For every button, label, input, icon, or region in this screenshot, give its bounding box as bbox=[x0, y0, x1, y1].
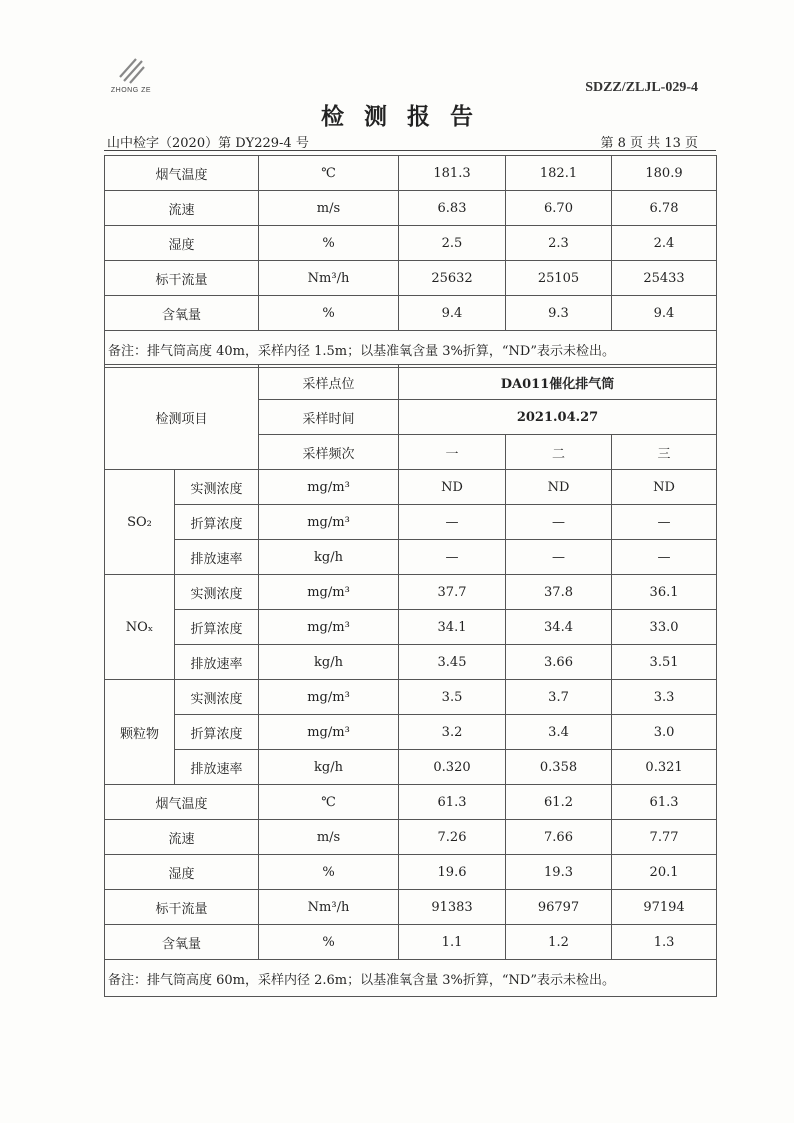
item-label: 湿度 bbox=[105, 855, 259, 890]
zhongze-logo-icon bbox=[114, 55, 148, 85]
value-cell: 33.0 bbox=[612, 610, 717, 645]
value-cell: 3.0 bbox=[612, 715, 717, 750]
table-row bbox=[105, 855, 717, 890]
value-cell: 6.70 bbox=[506, 191, 612, 226]
table-row bbox=[105, 680, 717, 715]
sampling-time-label: 采样时间 bbox=[259, 400, 399, 435]
value-cell: ND bbox=[506, 470, 612, 505]
logo-text: ZHONG ZE bbox=[110, 87, 152, 94]
value-cell: 96797 bbox=[506, 890, 612, 925]
report-number: 山中检字（2020）第 DY229-4 号 bbox=[107, 136, 309, 151]
sampling-freq-label: 采样频次 bbox=[259, 435, 399, 470]
table-row bbox=[105, 575, 717, 610]
unit-cell: kg/h bbox=[259, 750, 399, 785]
value-cell: 2.5 bbox=[399, 226, 506, 261]
unit-cell: ℃ bbox=[259, 156, 399, 191]
unit-cell: mg/m³ bbox=[259, 715, 399, 750]
unit-cell: m/s bbox=[259, 191, 399, 226]
value-cell: 3.7 bbox=[506, 680, 612, 715]
value-cell: 20.1 bbox=[612, 855, 717, 890]
value-cell: 34.1 bbox=[399, 610, 506, 645]
pollutant-name: 颗粒物 bbox=[105, 680, 175, 785]
value-cell: — bbox=[612, 505, 717, 540]
results-table-1 bbox=[104, 155, 717, 368]
value-cell: — bbox=[506, 505, 612, 540]
table-row bbox=[105, 540, 717, 575]
value-cell: 6.78 bbox=[612, 191, 717, 226]
unit-cell: mg/m³ bbox=[259, 680, 399, 715]
table-row bbox=[105, 890, 717, 925]
value-cell: 3.3 bbox=[612, 680, 717, 715]
value-cell: — bbox=[506, 540, 612, 575]
value-cell: 61.3 bbox=[399, 785, 506, 820]
value-cell: 25433 bbox=[612, 261, 717, 296]
table-row bbox=[105, 505, 717, 540]
value-cell: 6.83 bbox=[399, 191, 506, 226]
pollutant-name: NOₓ bbox=[105, 575, 175, 680]
table-note: 备注：排气筒高度 40m，采样内径 1.5m；以基准氧含量 3%折算，“ND”表示未检出。 bbox=[105, 331, 717, 368]
value-cell: 181.3 bbox=[399, 156, 506, 191]
metric-label: 排放速率 bbox=[175, 645, 259, 680]
value-cell: 182.1 bbox=[506, 156, 612, 191]
table-note: 备注：排气筒高度 60m，采样内径 2.6m；以基准氧含量 3%折算，“ND”表示未检出。 bbox=[105, 960, 717, 997]
value-cell: 25105 bbox=[506, 261, 612, 296]
freq-1: 一 bbox=[399, 435, 506, 470]
value-cell: 0.320 bbox=[399, 750, 506, 785]
value-cell: 1.3 bbox=[612, 925, 717, 960]
unit-cell: Nm³/h bbox=[259, 261, 399, 296]
item-label: 标干流量 bbox=[105, 261, 259, 296]
metric-label: 折算浓度 bbox=[175, 505, 259, 540]
value-cell: 9.4 bbox=[612, 296, 717, 331]
value-cell: 91383 bbox=[399, 890, 506, 925]
table-row bbox=[105, 191, 717, 226]
value-cell: 61.2 bbox=[506, 785, 612, 820]
table-row bbox=[105, 261, 717, 296]
value-cell: — bbox=[612, 540, 717, 575]
metric-label: 折算浓度 bbox=[175, 610, 259, 645]
value-cell: 180.9 bbox=[612, 156, 717, 191]
table-row bbox=[105, 785, 717, 820]
value-cell: 36.1 bbox=[612, 575, 717, 610]
metric-label: 排放速率 bbox=[175, 750, 259, 785]
value-cell: 3.51 bbox=[612, 645, 717, 680]
unit-cell: m/s bbox=[259, 820, 399, 855]
unit-cell: % bbox=[259, 226, 399, 261]
unit-cell: kg/h bbox=[259, 540, 399, 575]
item-label: 烟气温度 bbox=[105, 785, 259, 820]
value-cell: 2.3 bbox=[506, 226, 612, 261]
metric-label: 实测浓度 bbox=[175, 470, 259, 505]
unit-cell: mg/m³ bbox=[259, 505, 399, 540]
metric-label: 实测浓度 bbox=[175, 680, 259, 715]
freq-2: 二 bbox=[506, 435, 612, 470]
sampling-point-value: DA011催化排气筒 bbox=[399, 365, 717, 400]
unit-cell: mg/m³ bbox=[259, 610, 399, 645]
value-cell: 3.5 bbox=[399, 680, 506, 715]
value-cell: 0.358 bbox=[506, 750, 612, 785]
value-cell: 3.66 bbox=[506, 645, 612, 680]
table-row bbox=[105, 750, 717, 785]
table-row bbox=[105, 645, 717, 680]
metric-label: 折算浓度 bbox=[175, 715, 259, 750]
page-number: 第 8 页 共 13 页 bbox=[600, 136, 698, 151]
value-cell: 34.4 bbox=[506, 610, 612, 645]
table-row bbox=[105, 470, 717, 505]
document-code: SDZZ/ZLJL-029-4 bbox=[585, 80, 698, 95]
value-cell: 0.321 bbox=[612, 750, 717, 785]
table-row bbox=[105, 820, 717, 855]
unit-cell: Nm³/h bbox=[259, 890, 399, 925]
unit-cell: ℃ bbox=[259, 785, 399, 820]
value-cell: ND bbox=[612, 470, 717, 505]
item-label: 烟气温度 bbox=[105, 156, 259, 191]
table-row bbox=[105, 610, 717, 645]
value-cell: — bbox=[399, 540, 506, 575]
value-cell: 37.7 bbox=[399, 575, 506, 610]
value-cell: 7.77 bbox=[612, 820, 717, 855]
value-cell: 9.4 bbox=[399, 296, 506, 331]
value-cell: 97194 bbox=[612, 890, 717, 925]
metric-label: 实测浓度 bbox=[175, 575, 259, 610]
value-cell: 3.2 bbox=[399, 715, 506, 750]
unit-cell: mg/m³ bbox=[259, 470, 399, 505]
item-label: 含氧量 bbox=[105, 925, 259, 960]
unit-cell: mg/m³ bbox=[259, 575, 399, 610]
unit-cell: % bbox=[259, 925, 399, 960]
pollutant-name: SO₂ bbox=[105, 470, 175, 575]
value-cell: 19.3 bbox=[506, 855, 612, 890]
sampling-time-value: 2021.04.27 bbox=[399, 400, 717, 435]
value-cell: 7.26 bbox=[399, 820, 506, 855]
item-label: 湿度 bbox=[105, 226, 259, 261]
freq-3: 三 bbox=[612, 435, 717, 470]
unit-cell: kg/h bbox=[259, 645, 399, 680]
value-cell: 37.8 bbox=[506, 575, 612, 610]
item-label: 流速 bbox=[105, 820, 259, 855]
value-cell: 25632 bbox=[399, 261, 506, 296]
item-header: 检测项目 bbox=[105, 365, 259, 470]
page-title: 检测报告 bbox=[321, 103, 493, 130]
item-label: 流速 bbox=[105, 191, 259, 226]
table-row bbox=[105, 925, 717, 960]
value-cell: 61.3 bbox=[612, 785, 717, 820]
table-row bbox=[105, 156, 717, 191]
header-divider bbox=[104, 150, 716, 151]
item-label: 含氧量 bbox=[105, 296, 259, 331]
value-cell: — bbox=[399, 505, 506, 540]
value-cell: 7.66 bbox=[506, 820, 612, 855]
metric-label: 排放速率 bbox=[175, 540, 259, 575]
item-label: 标干流量 bbox=[105, 890, 259, 925]
value-cell: 19.6 bbox=[399, 855, 506, 890]
table-row bbox=[105, 226, 717, 261]
value-cell: 9.3 bbox=[506, 296, 612, 331]
company-logo bbox=[96, 55, 166, 94]
value-cell: 3.4 bbox=[506, 715, 612, 750]
value-cell: 1.1 bbox=[399, 925, 506, 960]
table-row bbox=[105, 296, 717, 331]
value-cell: ND bbox=[399, 470, 506, 505]
value-cell: 3.45 bbox=[399, 645, 506, 680]
value-cell: 2.4 bbox=[612, 226, 717, 261]
sampling-point-label: 采样点位 bbox=[259, 365, 399, 400]
unit-cell: % bbox=[259, 296, 399, 331]
value-cell: 1.2 bbox=[506, 925, 612, 960]
unit-cell: % bbox=[259, 855, 399, 890]
results-table-2 bbox=[104, 364, 717, 997]
table-row bbox=[105, 715, 717, 750]
